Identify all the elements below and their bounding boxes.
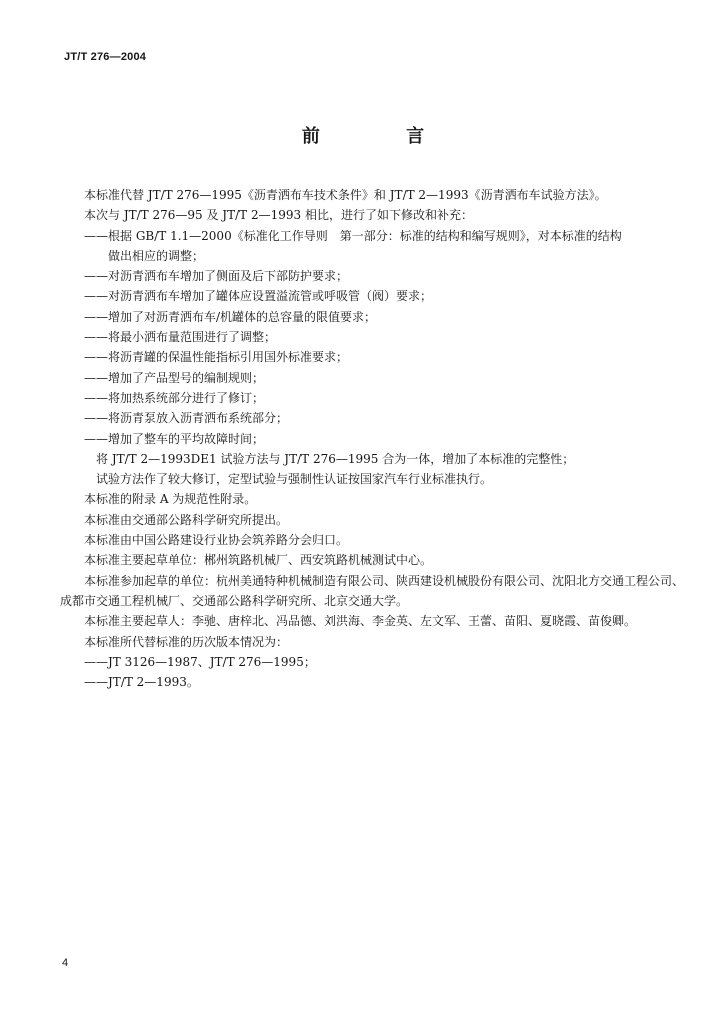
list-item: ——将沥青罐的保温性能指标引用国外标准要求； <box>84 350 349 365</box>
merge-note: 将 JT/T 2—1993DE1 试验方法与 JT/T 276—1995 合为一体，增加了本标准的完整性； <box>96 451 575 466</box>
paragraph-annex: 本标准的附录 A 为规范性附录。 <box>84 492 257 507</box>
list-item: ——增加了对沥青洒布车/机罐体的总容量的限值要求； <box>84 309 377 324</box>
paragraph-history: 本标准所代替标准的历次版本情况为： <box>84 634 289 649</box>
paragraph-centralized: 本标准由中国公路建设行业协会筑养路分会归口。 <box>84 533 349 548</box>
list-item: ——增加了整车的平均故障时间； <box>84 431 265 446</box>
paragraph-changes-intro: 本次与 JT/T 276—95 及 JT/T 2—1993 相比，进行了如下修改和补充： <box>84 208 473 223</box>
page-title: 前 言 <box>301 126 465 147</box>
list-item: ——根据 GB/T 1.1—2000《标准化工作导则 第一部分：标准的结构和编写规则》，对本标准的结构 <box>84 228 622 243</box>
list-item: ——将加热系统部分进行了修订； <box>84 390 265 405</box>
paragraph-participating-units: 本标准参加起草的单位：杭州美通特种机械制造有限公司、陕西建设机械股份有限公司、沈阳北方交通工程公司、成都市交通工程机械厂、交通部公路科学研究所、北京交通大学。 <box>60 573 685 608</box>
paragraph-main-drafters: 本标准主要起草单位：郴州筑路机械厂、西安筑路机械测试中心。 <box>84 553 433 568</box>
test-method-note: 试验方法作了较大修订，定型试验与强制性认证按国家汽车行业标准执行。 <box>96 472 493 487</box>
list-item-continuation: 做出相应的调整； <box>108 248 205 263</box>
history-item: ——JT 3126—1987、JT/T 276—1995； <box>84 654 316 669</box>
document-code: JT/T 276—2004 <box>64 51 147 63</box>
list-item: ——对沥青洒布车增加了侧面及后下部防护要求； <box>84 269 349 284</box>
paragraph-proposer: 本标准由交通部公路科学研究所提出。 <box>84 512 289 527</box>
list-item: ——将最小洒布量范围进行了调整； <box>84 330 277 345</box>
paragraph-replaces: 本标准代替 JT/T 276—1995《沥青洒布车技术条件》和 JT/T 2—1993《沥青洒布车试验方法》。 <box>84 188 607 202</box>
paragraph-drafters: 本标准主要起草人：李驰、唐梓北、冯品德、刘洪海、李金英、左文军、王蕾、苗阳、夏晓霞、苗俊卿。 <box>84 614 637 629</box>
page-number: 4 <box>62 957 69 969</box>
foreword-body <box>60 185 692 692</box>
list-item: ——对沥青洒布车增加了罐体应设置溢流管或呼吸管（阀）要求； <box>84 289 433 304</box>
history-item: ——JT/T 2—1993。 <box>84 675 199 690</box>
list-item: ——将沥青泵放入沥青洒布系统部分； <box>84 411 289 426</box>
list-item: ——增加了产品型号的编制规则； <box>84 370 265 385</box>
